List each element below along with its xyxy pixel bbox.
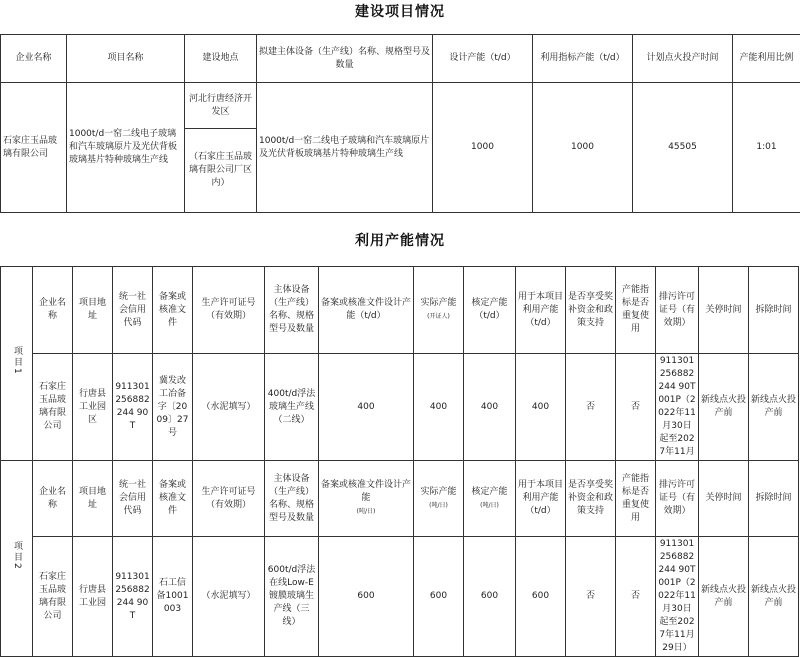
p2-permit: 911301256882244 90T001P（2022年11月30日起至2027年11月29日）	[656, 537, 699, 657]
utilization-title: 利用产能情况	[0, 226, 800, 256]
p2-reuse: 否	[616, 537, 656, 657]
p2-shutdown: 新线点火投产前	[699, 537, 749, 657]
p1-header-license: 生产许可证号（有效期）	[193, 267, 265, 354]
project1-label: 项目1	[1, 267, 33, 461]
header-location: 建设地点	[185, 35, 257, 83]
p2-header-credit: 统一社会信用代码	[113, 461, 153, 537]
p1-design: 400	[319, 354, 414, 461]
p2-address: 行唐县工业园	[73, 537, 113, 657]
p1-equipment: 400t/d浮法玻璃生产线（二线）	[265, 354, 319, 461]
project1-data-row	[1, 354, 799, 461]
p2-header-address: 项目地址	[73, 461, 113, 537]
p2-header-filing: 备案或核准文件	[153, 461, 193, 537]
p1-header-actual: 实际产能 (开证人)	[414, 267, 464, 354]
cell-equipment: 1000t/d一窑二线电子玻璃和汽车玻璃原片及光伏背板玻璃基片特种玻璃生产线	[257, 83, 433, 213]
p1-header-approved: 核定产能（t/d）	[464, 267, 516, 354]
project1-header-row	[1, 267, 799, 354]
cell-company: 石家庄玉品玻璃有限公司	[1, 83, 67, 213]
p1-subsidy: 否	[566, 354, 616, 461]
header-used-capacity: 利用指标产能（t/d）	[533, 35, 633, 83]
p1-demolish: 新线点火投产前	[749, 354, 799, 461]
p2-company: 石家庄玉品玻璃有限公司	[33, 537, 73, 657]
p1-header-subsidy: 是否享受奖补资金和政策支持	[566, 267, 616, 354]
cell-ignition-time: 45505	[633, 83, 733, 213]
p2-header-company: 企业名称	[33, 461, 73, 537]
p1-header-company: 企业名称	[33, 267, 73, 354]
cell-ratio: 1:01	[733, 83, 800, 213]
p1-shutdown: 新线点火投产前	[699, 354, 749, 461]
p2-demolish: 新线点火投产前	[749, 537, 799, 657]
p1-header-credit: 统一社会信用代码	[113, 267, 153, 354]
cell-project: 1000t/d一窑二线电子玻璃和汽车玻璃原片及光伏背板玻璃基片特种玻璃生产线	[67, 83, 185, 213]
p1-header-design: 备案或核准文件设计产能（t/d）	[319, 267, 414, 354]
p1-header-used: 用于本项目利用产能（t/d）	[516, 267, 566, 354]
p2-header-used: 用于本项目利用产能（t/d）	[516, 461, 566, 537]
p2-header-equipment: 主体设备（生产线）名称、规格型号及数量	[265, 461, 319, 537]
p2-header-design: 备案或核准文件设计产能 (吨/日)	[319, 461, 414, 537]
p1-header-reuse: 产能指标是否重复使用	[616, 267, 656, 354]
header-project: 项目名称	[67, 35, 185, 83]
header-ignition-time: 计划点火投产时间	[633, 35, 733, 83]
p1-header-address: 项目地址	[73, 267, 113, 354]
project2-header-row	[1, 461, 799, 537]
construction-data-row	[1, 83, 800, 213]
header-equipment: 拟建主体设备（生产线）名称、规格型号及数量	[257, 35, 433, 83]
p2-subsidy: 否	[566, 537, 616, 657]
p1-address: 行唐县工业园区	[73, 354, 113, 461]
p2-header-actual: 实际产能 (吨/日)	[414, 461, 464, 537]
construction-header-row	[1, 35, 800, 83]
p2-actual: 600	[414, 537, 464, 657]
p2-header-license: 生产许可证号（有效期）	[193, 461, 265, 537]
p2-license: （水泥填写）	[193, 537, 265, 657]
p2-header-subsidy: 是否享受奖补资金和政策支持	[566, 461, 616, 537]
p2-filing: 石工信备1001003	[153, 537, 193, 657]
p2-header-demolish: 拆除时间	[749, 461, 799, 537]
p1-reuse: 否	[616, 354, 656, 461]
header-design-capacity: 设计产能（t/d）	[433, 35, 533, 83]
p1-header-demolish: 拆除时间	[749, 267, 799, 354]
p1-permit: 911301256882244 90T001P（2022年11月30日起至2027年11月	[656, 354, 699, 461]
project2-label: 项目2	[1, 461, 33, 657]
cell-location	[185, 83, 257, 213]
p1-header-filing: 备案或核准文件	[153, 267, 193, 354]
utilization-table	[0, 266, 799, 657]
p2-credit-code: 911301256882244 90T	[113, 537, 153, 657]
p1-actual: 400	[414, 354, 464, 461]
p1-header-equipment: 主体设备（生产线）名称、规格型号及数量	[265, 267, 319, 354]
p1-used: 400	[516, 354, 566, 461]
p2-header-approved: 核定产能 (吨/日)	[464, 461, 516, 537]
p1-header-shutdown: 关停时间	[699, 267, 749, 354]
construction-title: 建设项目情况	[0, 0, 800, 24]
p1-credit-code: 911301256882244 90T	[113, 354, 153, 461]
p1-approved: 400	[464, 354, 516, 461]
p2-used: 600	[516, 537, 566, 657]
cell-used-capacity: 1000	[533, 83, 633, 213]
p2-equipment: 600t/d浮法在线Low-E镀膜玻璃生产线（三线）	[265, 537, 319, 657]
construction-table	[0, 34, 800, 213]
p1-header-permit: 排污许可证号（有效期）	[656, 267, 699, 354]
p1-filing: 冀发改工冶备字〔2009〕27号	[153, 354, 193, 461]
location-site: （石家庄玉品玻璃有限公司厂区内）	[185, 129, 256, 212]
header-company: 企业名称	[1, 35, 67, 83]
p2-design: 600	[319, 537, 414, 657]
location-zone: 河北行唐经济开发区	[185, 84, 256, 129]
p1-company: 石家庄玉品玻璃有限公司	[33, 354, 73, 461]
p2-header-permit: 排污许可证号（有效期）	[656, 461, 699, 537]
header-ratio: 产能利用比例	[733, 35, 800, 83]
p1-license: （水泥填写）	[193, 354, 265, 461]
p2-header-shutdown: 关停时间	[699, 461, 749, 537]
cell-design-capacity: 1000	[433, 83, 533, 213]
project2-data-row	[1, 537, 799, 657]
p2-approved: 600	[464, 537, 516, 657]
p2-header-reuse: 产能指标是否重复使用	[616, 461, 656, 537]
